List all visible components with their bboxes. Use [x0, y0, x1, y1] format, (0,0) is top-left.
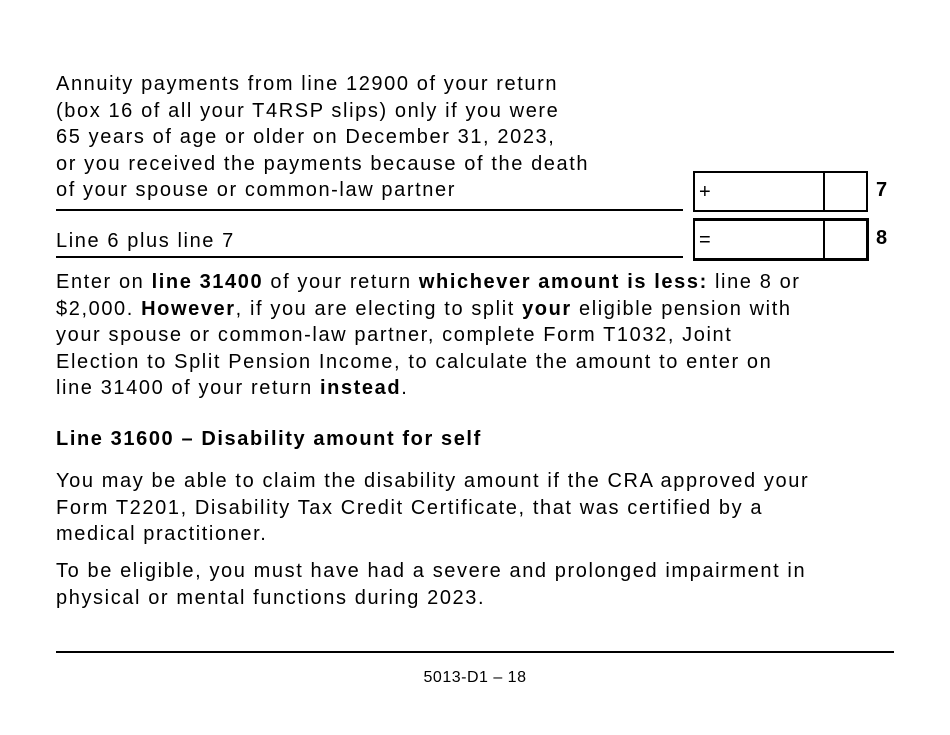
plus-operator: +	[699, 181, 711, 203]
line-8-amount-field[interactable]	[693, 218, 869, 261]
annuity-line-3: 65 years of age or older on December 31, 2023,	[56, 126, 556, 148]
instruction-paragraph	[56, 269, 906, 402]
annuity-line-5: of your spouse or common-law partner	[56, 179, 456, 201]
instruction-line-5: line 31400 of your return instead.	[56, 377, 409, 399]
claim-line-2: Form T2201, Disability Tax Credit Certificate, that was certified by a	[56, 496, 764, 519]
eligibility-line-1: To be eligible, you must have had a severe and prolonged impairment in	[56, 560, 807, 582]
instruction-line-1: Enter on line 31400 of your return whichever amount is less: line 8 or	[56, 271, 801, 293]
page-number: 5013-D1 – 18	[423, 669, 527, 686]
line-8-number: 8	[876, 227, 888, 249]
line-8-underline	[56, 256, 683, 258]
annuity-line-2: (box 16 of all your T4RSP slips) only if you were	[56, 99, 560, 122]
line-7-amount-field[interactable]	[693, 171, 868, 212]
instruction-line-2: $2,000. However, if you are electing to split your eligible pension with	[56, 297, 792, 320]
line-7-cents-divider	[823, 173, 825, 210]
instruction-line-4: Election to Split Pension Income, to calculate the amount to enter on	[56, 350, 773, 373]
claim-line-3: medical practitioner.	[56, 523, 268, 545]
line-8-cents-divider	[823, 221, 825, 258]
line-7-number: 7	[876, 179, 888, 201]
footer-rule	[56, 651, 894, 653]
annuity-line-4: or you received the payments because of the death	[56, 152, 590, 175]
annuity-line-1: Annuity payments from line 12900 of your return	[56, 73, 559, 95]
claim-paragraph	[56, 468, 906, 548]
eligibility-paragraph	[56, 558, 906, 611]
section-heading: Line 31600 – Disability amount for self	[56, 428, 482, 450]
eligibility-line-2: physical or mental functions during 2023.	[56, 586, 486, 609]
line-8-label: Line 6 plus line 7	[56, 230, 235, 252]
line-7-underline	[56, 209, 683, 211]
claim-line-1: You may be able to claim the disability amount if the CRA approved your	[56, 470, 810, 492]
equals-operator: =	[699, 229, 711, 251]
instruction-line-3: your spouse or common-law partner, complete Form T1032, Joint	[56, 324, 733, 346]
annuity-description	[56, 71, 676, 204]
